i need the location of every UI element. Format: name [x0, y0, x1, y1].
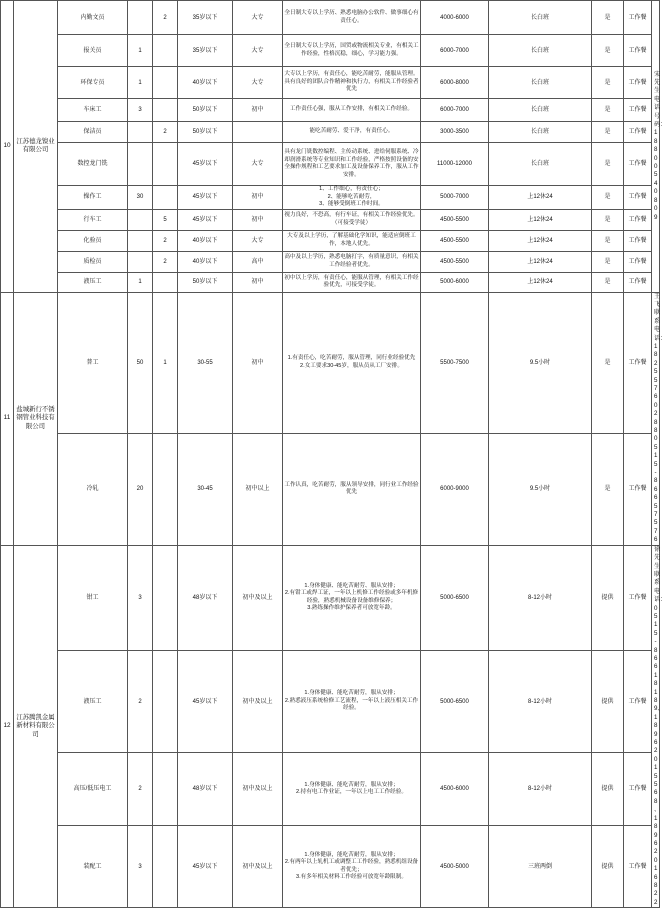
education: 大专 — [233, 1, 283, 35]
table-row — [1, 1, 660, 35]
requirements: 大专以上学历，有责任心，能吃苦耐劳，能服从管理。具有良好的团队合作精神和执行力，有相关工作经验者优先 — [283, 67, 421, 99]
row-number: 11 — [1, 292, 14, 545]
row-number: 10 — [1, 1, 14, 293]
age-limit: 45岁以下 — [178, 186, 233, 210]
male-count: 1 — [128, 272, 153, 292]
requirements: 1.身体健康、能吃苦耐劳，服从安排； 2.持有电工作业证，一年以上电工工作经验。 — [283, 753, 421, 826]
female-count — [153, 753, 178, 826]
education: 初中 — [233, 272, 283, 292]
education: 初中及以上 — [233, 545, 283, 651]
female-count — [153, 67, 178, 99]
table-row — [1, 209, 660, 230]
insurance: 是 — [592, 143, 624, 186]
meal: 工作餐 — [624, 186, 652, 210]
female-count: 2 — [153, 251, 178, 272]
female-count — [153, 99, 178, 122]
table-row — [1, 826, 660, 908]
meal: 工作餐 — [624, 67, 652, 99]
contact-info: 宋先生 电话号码： 18800540809 — [652, 1, 660, 293]
meal: 工作餐 — [624, 1, 652, 35]
job-title: 操作工 — [58, 186, 128, 210]
education: 初中 — [233, 292, 283, 433]
table-row — [1, 143, 660, 186]
male-count: 3 — [128, 826, 153, 908]
insurance: 是 — [592, 251, 624, 272]
requirements: 工作责任心强，服从工作安排，有相关工作经验。 — [283, 99, 421, 122]
requirements: 具有龙门铣数控编程、主传动系统、进给伺服系统、冷却润滑系统等专业知识和工作经验，严格按照设备的安全操作规程和工艺要求加工及设备保养工作，服从工作安排。 — [283, 143, 421, 186]
salary: 11000-12000 — [421, 143, 489, 186]
insurance: 提供 — [592, 545, 624, 651]
age-limit: 48岁以下 — [178, 545, 233, 651]
job-title: 液压工 — [58, 651, 128, 753]
table-row — [1, 272, 660, 292]
male-count — [128, 122, 153, 143]
meal: 工作餐 — [624, 272, 652, 292]
insurance: 是 — [592, 67, 624, 99]
meal: 工作餐 — [624, 230, 652, 251]
meal: 工作餐 — [624, 826, 652, 908]
female-count — [153, 186, 178, 210]
table-row — [1, 122, 660, 143]
job-title: 普工 — [58, 292, 128, 433]
education: 大专 — [233, 230, 283, 251]
meal: 工作餐 — [624, 292, 652, 433]
work-shift: 三班两倒 — [489, 826, 592, 908]
education: 初中及以上 — [233, 826, 283, 908]
job-title: 数控龙门铣 — [58, 143, 128, 186]
age-limit: 48岁以下 — [178, 753, 233, 826]
female-count: 2 — [153, 1, 178, 35]
meal: 工作餐 — [624, 99, 652, 122]
female-count — [153, 35, 178, 67]
age-limit: 40岁以下 — [178, 230, 233, 251]
job-title: 质检员 — [58, 251, 128, 272]
requirements: 工作认真，吃苦耐劳，服从领导安排，同行业工作经验优先 — [283, 433, 421, 545]
education: 高中 — [233, 251, 283, 272]
age-limit: 50岁以下 — [178, 272, 233, 292]
female-count — [153, 826, 178, 908]
male-count — [128, 209, 153, 230]
age-limit: 50岁以下 — [178, 122, 233, 143]
job-title: 车床工 — [58, 99, 128, 122]
requirements: 1、工作细心，有责任心； 2、能够吃苦耐劳， 3、能够受倒班工作时间。 — [283, 186, 421, 210]
contact-info: 徐先生 联系电话： 0515- 86618189、 18962015568 、 18962016822 — [652, 545, 660, 907]
education: 初中 — [233, 99, 283, 122]
meal: 工作餐 — [624, 545, 652, 651]
salary: 6000-8000 — [421, 67, 489, 99]
work-shift: 8-12小时 — [489, 545, 592, 651]
requirements: 全日制大专以上学历，国贸或物流相关专业，有相关工作经验，性格沉稳，细心，学习能力强。 — [283, 35, 421, 67]
work-shift: 上12休24 — [489, 230, 592, 251]
age-limit: 35岁以下 — [178, 1, 233, 35]
female-count — [153, 651, 178, 753]
male-count: 2 — [128, 753, 153, 826]
female-count: 1 — [153, 292, 178, 433]
meal: 工作餐 — [624, 251, 652, 272]
salary: 4500-5500 — [421, 209, 489, 230]
requirements: 大专及以上学历，了解基础化学知识，能适应倒班工作，本地人优先。 — [283, 230, 421, 251]
work-shift: 9.5小时 — [489, 433, 592, 545]
female-count — [153, 143, 178, 186]
age-limit: 45岁以下 — [178, 651, 233, 753]
salary: 4000-6000 — [421, 1, 489, 35]
job-title: 液压工 — [58, 272, 128, 292]
table-row — [1, 35, 660, 67]
requirements: 视力良好，不恐高，有行车证，有相关工作经验优先。（可接受学徒） — [283, 209, 421, 230]
salary: 5000-7000 — [421, 186, 489, 210]
requirements: 能吃苦耐劳、爱干净，有责任心。 — [283, 122, 421, 143]
requirements: 1.身体健康、能吃苦耐劳，服从安排； 2.熟悉液压系统检修工艺流程，一年以上液压相关工作经验。 — [283, 651, 421, 753]
work-shift: 上12休24 — [489, 186, 592, 210]
job-title: 内勤文员 — [58, 1, 128, 35]
male-count: 3 — [128, 99, 153, 122]
work-shift: 8-12小时 — [489, 753, 592, 826]
insurance: 是 — [592, 209, 624, 230]
insurance: 提供 — [592, 753, 624, 826]
male-count: 30 — [128, 186, 153, 210]
meal: 工作餐 — [624, 143, 652, 186]
male-count — [128, 1, 153, 35]
female-count: 2 — [153, 230, 178, 251]
insurance: 是 — [592, 292, 624, 433]
table-row — [1, 433, 660, 545]
education: 初中 — [233, 186, 283, 210]
job-title: 行车工 — [58, 209, 128, 230]
salary: 5000-6500 — [421, 545, 489, 651]
salary: 4500-6000 — [421, 753, 489, 826]
age-limit: 45岁以下 — [178, 826, 233, 908]
female-count — [153, 545, 178, 651]
education: 初中及以上 — [233, 651, 283, 753]
work-shift: 长白班 — [489, 143, 592, 186]
meal: 工作餐 — [624, 753, 652, 826]
education: 大专 — [233, 35, 283, 67]
table-row — [1, 753, 660, 826]
row-number: 12 — [1, 545, 14, 907]
male-count: 3 — [128, 545, 153, 651]
male-count — [128, 230, 153, 251]
insurance: 是 — [592, 433, 624, 545]
male-count: 2 — [128, 651, 153, 753]
female-count — [153, 272, 178, 292]
insurance: 是 — [592, 272, 624, 292]
meal: 工作餐 — [624, 651, 652, 753]
male-count: 50 — [128, 292, 153, 433]
work-shift: 8-12小时 — [489, 651, 592, 753]
insurance: 是 — [592, 35, 624, 67]
age-limit: 45岁以下 — [178, 209, 233, 230]
salary: 3000-3500 — [421, 122, 489, 143]
job-title: 冷轧 — [58, 433, 128, 545]
education: 初中 — [233, 209, 283, 230]
insurance: 是 — [592, 122, 624, 143]
education: 初中及以上 — [233, 753, 283, 826]
salary: 4500-5500 — [421, 251, 489, 272]
age-limit: 35岁以下 — [178, 35, 233, 67]
education — [233, 122, 283, 143]
job-title: 高压/低压电工 — [58, 753, 128, 826]
insurance: 提供 — [592, 826, 624, 908]
work-shift: 上12休24 — [489, 209, 592, 230]
company-name: 江苏腾凯金属新材料有限公司 — [14, 545, 58, 907]
table-row — [1, 651, 660, 753]
age-limit: 30-55 — [178, 292, 233, 433]
job-title: 化验员 — [58, 230, 128, 251]
work-shift: 上12休24 — [489, 272, 592, 292]
table-row — [1, 292, 660, 433]
requirements: 1.身体健康、能吃苦耐劳、服从安排； 2.有钳工或焊工证，一年以上机修工作经验或多年机修经验，熟悉机械设备设备维修保养； 3.熟练操作维护保养者可放宽年龄。 — [283, 545, 421, 651]
job-title: 钳工 — [58, 545, 128, 651]
table-row — [1, 545, 660, 651]
salary: 5500-7500 — [421, 292, 489, 433]
meal: 工作餐 — [624, 35, 652, 67]
work-shift: 9.5小时 — [489, 292, 592, 433]
table-row — [1, 67, 660, 99]
insurance: 是 — [592, 186, 624, 210]
education: 初中以上 — [233, 433, 283, 545]
job-title: 报关员 — [58, 35, 128, 67]
job-title: 保洁员 — [58, 122, 128, 143]
requirements: 高中及以上学历，熟悉电脑打字，有质量意识，有相关工作经验者优先。 — [283, 251, 421, 272]
company-name: 盐城新行不锈钢管业科技有限公司 — [14, 292, 58, 545]
salary: 6000-9000 — [421, 433, 489, 545]
job-title: 装配工 — [58, 826, 128, 908]
education: 大专 — [233, 143, 283, 186]
requirements: 全日制大专以上学历、熟悉电脑办公软件、做事细心有责任心。 — [283, 1, 421, 35]
age-limit: 40岁以下 — [178, 67, 233, 99]
female-count: 2 — [153, 122, 178, 143]
work-shift: 长白班 — [489, 99, 592, 122]
male-count: 1 — [128, 67, 153, 99]
work-shift: 长白班 — [489, 35, 592, 67]
salary: 5000-6000 — [421, 272, 489, 292]
male-count — [128, 251, 153, 272]
meal: 工作餐 — [624, 209, 652, 230]
insurance: 是 — [592, 1, 624, 35]
salary: 4500-5000 — [421, 826, 489, 908]
table-row — [1, 186, 660, 210]
meal: 工作餐 — [624, 122, 652, 143]
requirements: 1.身体健康，能吃苦耐劳，服从安排； 2.有两年以上轧机工或调整工工作经验，熟悉机组设备者优先； 3.有多年相关材料工作经验可放宽年龄限制。 — [283, 826, 421, 908]
insurance: 是 — [592, 230, 624, 251]
meal: 工作餐 — [624, 433, 652, 545]
education: 大专 — [233, 67, 283, 99]
salary: 6000-7000 — [421, 35, 489, 67]
age-limit: 50岁以下 — [178, 99, 233, 122]
work-shift: 长白班 — [489, 122, 592, 143]
male-count: 20 — [128, 433, 153, 545]
female-count: 5 — [153, 209, 178, 230]
age-limit: 30-45 — [178, 433, 233, 545]
job-title: 环保专员 — [58, 67, 128, 99]
salary: 5000-6500 — [421, 651, 489, 753]
table-row — [1, 251, 660, 272]
insurance: 提供 — [592, 651, 624, 753]
requirements: 1.有责任心，吃苦耐劳，服从管理，同行业经验优先 2.女工要求30-45岁，服从员从工厂安排。 — [283, 292, 421, 433]
table-body — [1, 1, 666, 908]
requirements: 初中以上学历，有责任心，能服从管理，有相关工作经验优先，可接受学徒。 — [283, 272, 421, 292]
work-shift: 上12休24 — [489, 251, 592, 272]
work-shift: 长白班 — [489, 67, 592, 99]
contact-info: 王飞 联系电话： 18255760288 0515- 86657576 — [652, 292, 660, 545]
salary: 4500-5500 — [421, 230, 489, 251]
company-name: 江苏德龙镍业有限公司 — [14, 1, 58, 293]
female-count — [153, 433, 178, 545]
table-row — [1, 230, 660, 251]
age-limit: 45岁以下 — [178, 143, 233, 186]
male-count: 1 — [128, 35, 153, 67]
male-count — [128, 143, 153, 186]
work-shift: 长白班 — [489, 1, 592, 35]
age-limit: 40岁以下 — [178, 251, 233, 272]
salary: 6000-7000 — [421, 99, 489, 122]
table-row — [1, 99, 660, 122]
insurance: 是 — [592, 99, 624, 122]
